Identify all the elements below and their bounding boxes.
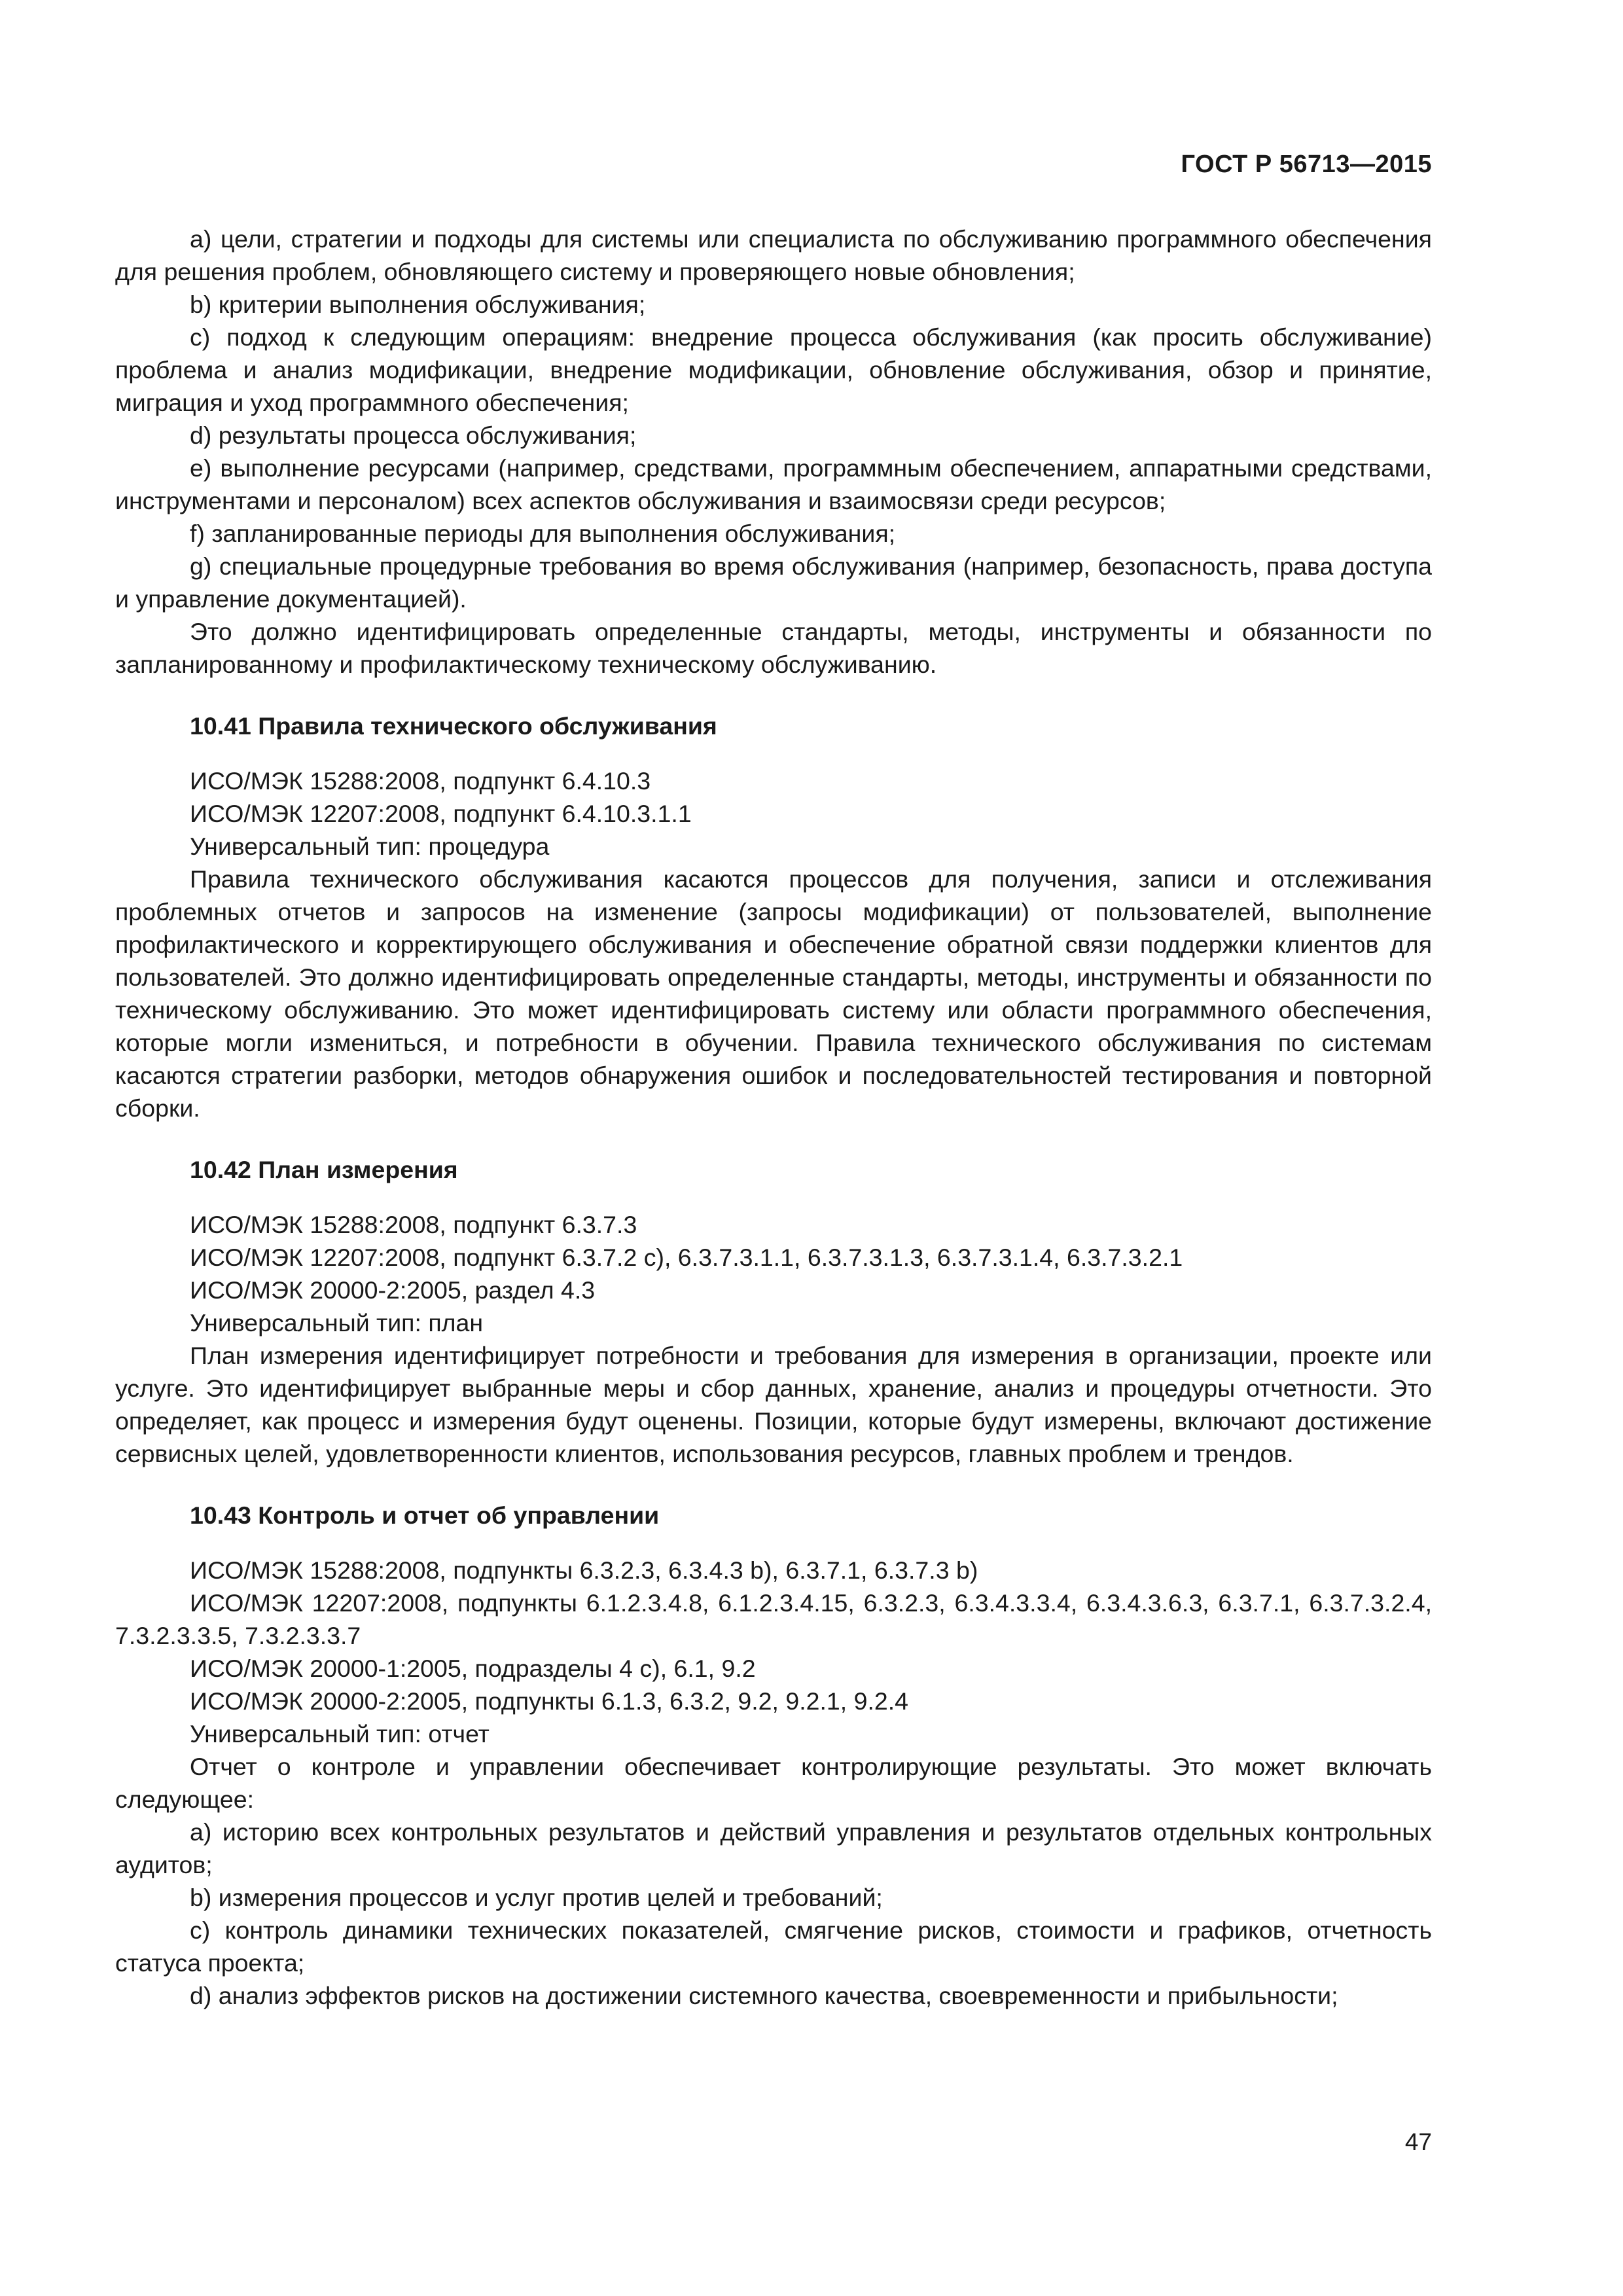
section-heading-10-41: 10.41 Правила технического обслуживания [190,712,717,740]
paragraph: Отчет о контроле и управлении обеспечивает контролирующие результаты. Это может включать следующее: [115,1753,1432,1813]
document-header: ГОСТ Р 56713—2015 [1181,151,1432,178]
reference-line: ИСО/МЭК 20000-1:2005, подразделы 4 c), 6.1, 9.2 [190,1655,756,1682]
page-number: 47 [1404,2128,1432,2155]
section-heading-10-42: 10.42 План измерения [190,1156,458,1183]
list-item-b: b) критерии выполнения обслуживания; [190,291,646,318]
list-item-d: d) результаты процесса обслуживания; [190,422,637,449]
reference-line: ИСО/МЭК 15288:2008, подпункт 6.4.10.3 [190,767,651,795]
list-item-a: a) историю всех контрольных результатов и действий управления и результатов отдельных контрольных аудитов; [115,1818,1432,1878]
type-line: Универсальный тип: процедура [190,833,550,860]
list-item-c: c) подход к следующим операциям: внедрение процесса обслуживания (как просить обслуживание) проблема и анализ модификации, внедрение модификации, обновление обслуживания, обзор и принятие, миграция и уход программного обеспечения; [115,323,1432,416]
type-line: Универсальный тип: план [190,1309,484,1336]
paragraph: Правила технического обслуживания касаются процессов для получения, записи и отслеживания проблемных отчетов и запросов на изменение (запросы модификации) от пользователей, выполнение профилактического и корректирующего обслуживания и обеспечение обратной связи поддержки клиентов для пользователей. Это должно идентифицировать определенные стандарты, методы, инструменты и обязанности по техническому обслуживанию. Это может идентифицировать систему или области программного обеспечения, которые могли измениться, и потребности в обучении. Правила технического обслуживания по системам касаются стратегии разборки, методов обнаружения ошибок и последовательностей тестирования и повторной сборки. [115,865,1432,1122]
reference-line: ИСО/МЭК 12207:2008, подпункты 6.1.2.3.4.8, 6.1.2.3.4.15, 6.3.2.3, 6.3.4.3.3.4, 6.3.4.3.6.3, 6.3.7.1, 6.3.7.3.2.4, 7.3.2.3.3.5, 7.3.2.3.3.7 [115,1589,1432,1649]
list-item-d: d) анализ эффектов рисков на достижении системного качества, своевременности и прибыльности; [190,1982,1338,2009]
paragraph: Это должно идентифицировать определенные стандарты, методы, инструменты и обязанности по запланированному и профилактическому техническому обслуживанию. [115,618,1432,678]
list-item-g: g) специальные процедурные требования во время обслуживания (например, безопасность, права доступа и управление документацией). [115,552,1432,613]
reference-line: ИСО/МЭК 20000-2:2005, подпункты 6.1.3, 6.3.2, 9.2, 9.2.1, 9.2.4 [190,1687,909,1715]
reference-line: ИСО/МЭК 20000-2:2005, раздел 4.3 [190,1276,596,1304]
reference-line: ИСО/МЭК 15288:2008, подпункты 6.3.2.3, 6.3.4.3 b), 6.3.7.1, 6.3.7.3 b) [190,1556,978,1584]
paragraph: План измерения идентифицирует потребности и требования для измерения в организации, проекте или услуге. Это идентифицирует выбранные меры и сбор данных, хранение, анализ и процедуры отчетности. Это определяет, как процесс и измерения будут оценены. Позиции, которые будут измерены, включают достижение сервисных целей, удовлетворенности клиентов, использования ресурсов, главных проблем и трендов. [115,1342,1432,1467]
list-item-c: c) контроль динамики технических показателей, смягчение рисков, стоимости и графиков, отчетность статуса проекта; [115,1916,1432,1977]
list-item-b: b) измерения процессов и услуг против целей и требований; [190,1884,883,1911]
type-line: Универсальный тип: отчет [190,1720,490,1748]
list-item-f: f) запланированные периоды для выполнения обслуживания; [190,520,896,547]
reference-line: ИСО/МЭК 15288:2008, подпункт 6.3.7.3 [190,1211,637,1238]
reference-line: ИСО/МЭК 12207:2008, подпункт 6.4.10.3.1.1 [190,800,692,827]
section-heading-10-43: 10.43 Контроль и отчет об управлении [190,1501,660,1529]
list-item-a: a) цели, стратегии и подходы для системы или специалиста по обслуживанию программного обеспечения для решения проблем, обновляющего систему и проверяющего новые обновления; [115,225,1432,285]
list-item-e: e) выполнение ресурсами (например, средствами, программным обеспечением, аппаратными средствами, инструментами и персоналом) всех аспектов обслуживания и взаимосвязи среди ресурсов; [115,454,1432,514]
reference-line: ИСО/МЭК 12207:2008, подпункт 6.3.7.2 c), 6.3.7.3.1.1, 6.3.7.3.1.3, 6.3.7.3.1.4, 6.3.7.3.2.1 [190,1244,1183,1271]
document-body [115,223,1432,2012]
